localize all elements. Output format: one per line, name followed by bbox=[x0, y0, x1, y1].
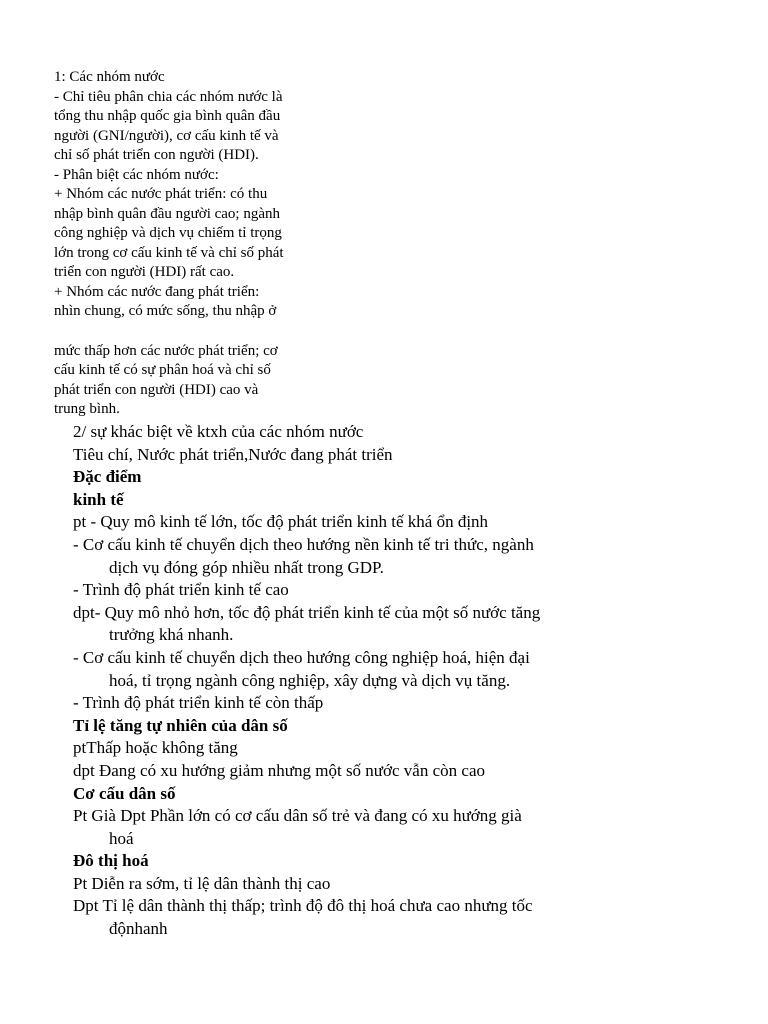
criteria-line: Tiêu chí, Nước phát triển,Nước đang phát triển bbox=[73, 444, 393, 464]
text-line: cấu kinh tế có sự phân hoá và chỉ số bbox=[54, 362, 271, 378]
economy-developed-line: - Trình độ phát triển kinh tế cao bbox=[73, 580, 289, 600]
heading-economy: kinh tế bbox=[73, 489, 124, 509]
economy-developing-line: hoá, tỉ trọng ngành công nghiệp, xây dựng và dịch vụ tăng. bbox=[109, 670, 511, 690]
economy-developed-line: pt - Quy mô kinh tế lớn, tốc độ phát triển kinh tế khá ổn định bbox=[73, 512, 489, 532]
section-country-groups bbox=[54, 68, 340, 420]
population-growth-line: ptThấp hoặc không tăng bbox=[73, 738, 238, 758]
text-line: 1: Các nhóm nước bbox=[54, 69, 165, 85]
urbanization-line: độnhanh bbox=[109, 919, 168, 939]
section-socioeconomic-differences bbox=[73, 421, 683, 941]
heading-urbanization: Đô thị hoá bbox=[73, 851, 149, 871]
economy-developed-line: - Cơ cấu kinh tế chuyển dịch theo hướng nền kinh tế tri thức, ngành bbox=[73, 534, 534, 554]
text-line: mức thấp hơn các nước phát triển; cơ bbox=[54, 342, 278, 359]
text-line: công nghiệp và dịch vụ chiếm tỉ trọng bbox=[54, 225, 282, 241]
economy-developed-line: dịch vụ đóng góp nhiều nhất trong GDP. bbox=[109, 557, 384, 577]
text-line: chỉ số phát triển con người (HDI). bbox=[54, 147, 259, 163]
section-heading: 2/ sự khác biệt về ktxh của các nhóm nước bbox=[73, 422, 364, 441]
heading-population-structure: Cơ cấu dân số bbox=[73, 783, 176, 803]
heading-population-growth: Tỉ lệ tăng tự nhiên của dân số bbox=[73, 715, 288, 735]
text-line: - Phân biệt các nhóm nước: bbox=[54, 166, 219, 183]
urbanization-line: Pt Diễn ra sớm, tỉ lệ dân thành thị cao bbox=[73, 873, 331, 893]
text-line: + Nhóm các nước phát triển: có thu bbox=[54, 186, 268, 202]
economy-developing-line: dpt- Quy mô nhỏ hơn, tốc độ phát triển kinh tế của một số nước tăng bbox=[73, 602, 541, 622]
economy-developing-line: trưởng khá nhanh. bbox=[109, 625, 234, 645]
population-structure-line: hoá bbox=[109, 828, 134, 848]
urbanization-line: Dpt Tỉ lệ dân thành thị thấp; trình độ đô thị hoá chưa cao nhưng tốc bbox=[73, 896, 533, 916]
economy-developing-line: - Trình độ phát triển kinh tế còn thấp bbox=[73, 693, 324, 713]
population-growth-line: dpt Đang có xu hướng giảm nhưng một số nước vẫn còn cao bbox=[73, 760, 485, 780]
population-structure-line: Pt Già Dpt Phần lớn có cơ cấu dân số trẻ và đang có xu hướng già bbox=[73, 806, 522, 826]
text-line: trung bình. bbox=[54, 401, 120, 417]
text-line: lớn trong cơ cấu kinh tế và chỉ số phát bbox=[54, 244, 284, 261]
text-line: + Nhóm các nước đang phát triển: bbox=[54, 283, 260, 300]
text-line: - Chỉ tiêu phân chia các nhóm nước là bbox=[54, 88, 283, 105]
text-line: tổng thu nhập quốc gia bình quân đầu bbox=[54, 108, 281, 124]
text-line: nhìn chung, có mức sống, thu nhập ở bbox=[54, 303, 277, 319]
heading-characteristics: Đặc điểm bbox=[73, 467, 142, 487]
economy-developing-line: - Cơ cấu kinh tế chuyển dịch theo hướng công nghiệp hoá, hiện đại bbox=[73, 647, 530, 667]
text-line: phát triển con người (HDI) cao và bbox=[54, 381, 259, 398]
text-line: người (GNI/người), cơ cấu kinh tế và bbox=[54, 127, 279, 144]
text-line: triển con người (HDI) rất cao. bbox=[54, 264, 235, 280]
text-line: nhập bình quân đầu người cao; ngành bbox=[54, 205, 281, 222]
